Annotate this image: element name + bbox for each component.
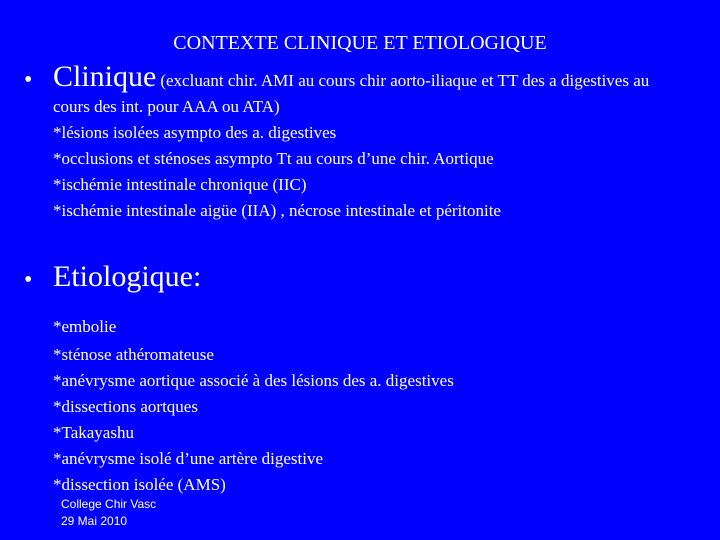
clinique-heading-row [53,60,649,94]
bullet-etiologique: • [24,267,33,293]
clinique-item: *ischémie intestinale aigüe (IIA) , nécrose intestinale et péritonite [53,201,501,220]
etiologique-item: *anévrysme aortique associé à des lésions des a. digestives [53,371,454,390]
etiologique-item: *dissection isolée (AMS) [53,475,226,494]
clinique-item: *lésions isolées asympto des a. digestives [53,123,337,142]
etiologique-item: *Takayashu [53,423,134,442]
footer-date: 29 Mai 2010 [61,514,128,528]
etiologique-item: *embolie [53,317,117,336]
slide-title: CONTEXTE CLINIQUE ET ETIOLOGIQUE [173,32,547,54]
clinique-heading: Clinique [53,60,157,93]
clinique-item: *ischémie intestinale chronique (IIC) [53,175,307,194]
etiologique-heading: Etiologique: [53,260,202,293]
etiologique-item: *dissections aortques [53,397,198,416]
etiologique-item: *anévrysme isolé d’une artère digestive [53,449,324,468]
etiologique-item: *sténose athéromateuse [53,345,214,364]
footer-organization: College Chir Vasc [61,497,157,511]
clinique-note: (excluant chir. AMI au cours chir aorto-iliaque et TT des a digestives au [160,71,650,90]
clinique-note-continued: cours des int. pour AAA ou ATA) [53,97,280,116]
clinique-item: *occlusions et sténoses asympto Tt au cours d’une chir. Aortique [53,149,494,168]
bullet-clinique: • [24,67,33,93]
